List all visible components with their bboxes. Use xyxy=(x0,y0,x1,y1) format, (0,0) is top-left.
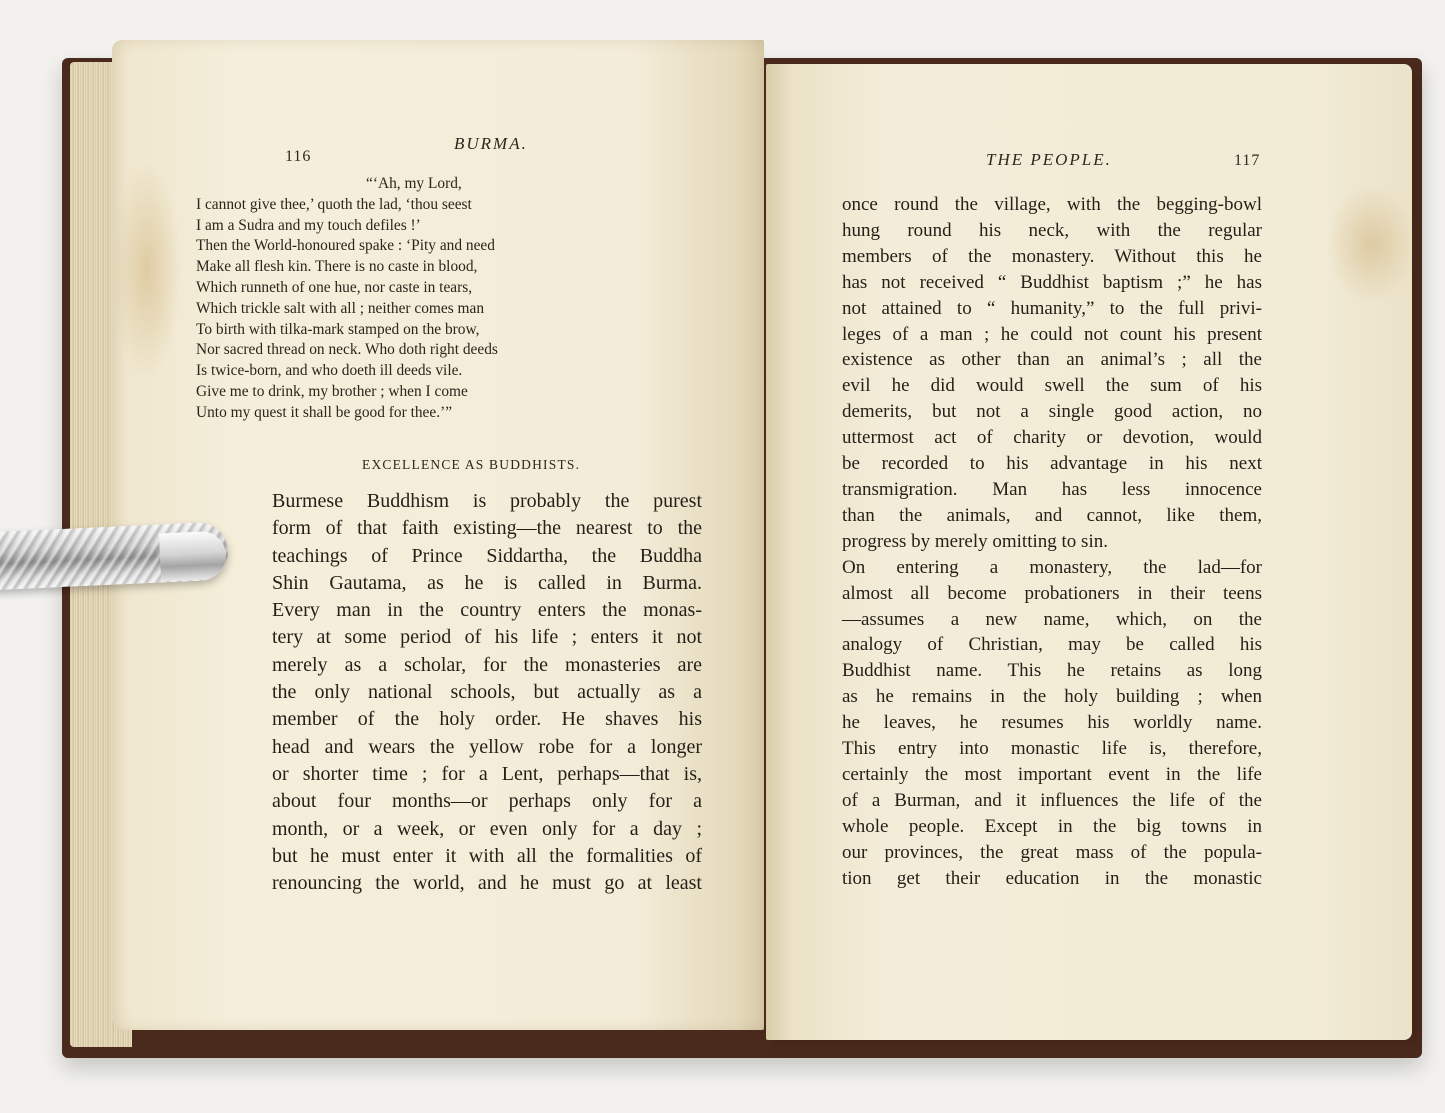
text-line: certainly the most important event in the life xyxy=(842,763,1262,785)
text-line: —assumes a new name, which, on the xyxy=(842,608,1262,630)
text-line: transmigration. Man has less innocence xyxy=(842,478,1262,500)
text-line: tery at some period of his life ; enters it not xyxy=(272,626,702,649)
poem-block xyxy=(196,174,696,424)
text-line: month, or a week, or even only for a day ; xyxy=(272,817,702,840)
poem-line: Then the World-honoured spake : ‘Pity and need xyxy=(196,237,495,255)
text-line: On entering a monastery, the lad—for xyxy=(842,556,1262,578)
text-line: Buddhist name. This he retains as long xyxy=(842,660,1262,682)
text-line: has not received “ Buddhist baptism ;” he has xyxy=(842,271,1262,293)
text-line: evil he did would swell the sum of his xyxy=(842,375,1262,397)
text-line: head and wears the yellow robe for a longer xyxy=(272,735,702,758)
text-line: form of that faith existing—the nearest to the xyxy=(272,517,702,540)
text-line: renouncing the world, and he must go at least xyxy=(272,872,702,895)
text-line: but he must enter it with all the formalities of xyxy=(272,844,702,867)
poem-line: Nor sacred thread on neck. Who doth right deeds xyxy=(196,341,498,359)
text-line: Every man in the country enters the monas- xyxy=(272,599,702,622)
page-stain xyxy=(1326,184,1416,304)
text-line: tion get their education in the monastic xyxy=(842,867,1262,889)
text-line: the only national schools, but actually as a xyxy=(272,681,702,704)
right-running-title: THE PEOPLE. xyxy=(986,150,1112,169)
text-line: than the animals, and cannot, like them, xyxy=(842,504,1262,526)
section-heading: EXCELLENCE AS BUDDHISTS. xyxy=(362,457,581,472)
text-line: of a Burman, and it influences the life of the xyxy=(842,789,1262,811)
text-line: hung round his neck, with the regular xyxy=(842,219,1262,241)
poem-line: Which trickle salt with all ; neither comes man xyxy=(196,299,485,317)
text-line: almost all become probationers in their teens xyxy=(842,582,1262,604)
text-line: analogy of Christian, may be called his xyxy=(842,634,1262,656)
text-line: progress by merely omitting to sin. xyxy=(842,530,1108,552)
page-stain xyxy=(112,160,182,380)
poem-line: I cannot give thee,’ quoth the lad, ‘thou seest xyxy=(196,195,472,213)
poem-line: To birth with tilka-mark stamped on the brow, xyxy=(196,320,480,338)
text-line: he leaves, he resumes his worldly name. xyxy=(842,712,1262,734)
right-page-number: 117 xyxy=(1234,152,1261,169)
text-line: once round the village, with the begging-bowl xyxy=(842,194,1262,215)
text-line: uttermost act of charity or devotion, would xyxy=(842,427,1262,449)
poem-line: Is twice-born, and who doeth ill deeds vile. xyxy=(196,362,463,380)
poem-line: Which runneth of one hue, nor caste in tears, xyxy=(196,278,473,296)
bookmark-tip xyxy=(159,531,227,582)
poem-line: Give me to drink, my brother ; when I come xyxy=(196,382,468,400)
poem-line: Make all flesh kin. There is no caste in blood, xyxy=(196,258,478,276)
poem-line: “‘Ah, my Lord, xyxy=(366,175,462,192)
text-line: as he remains in the holy building ; when xyxy=(842,686,1262,708)
text-line: members of the monastery. Without this he xyxy=(842,245,1262,267)
text-line: Burmese Buddhism is probably the purest xyxy=(272,490,702,512)
text-line: merely as a scholar, for the monasteries are xyxy=(272,653,702,676)
left-running-title: BURMA. xyxy=(454,134,528,153)
text-line: member of the holy order. He shaves his xyxy=(272,708,702,731)
text-line: This entry into monastic life is, therefore, xyxy=(842,738,1262,760)
text-line: our provinces, the great mass of the popula- xyxy=(842,841,1262,863)
text-line: be recorded to his advantage in his next xyxy=(842,453,1262,475)
text-line: Shin Gautama, as he is called in Burma. xyxy=(272,571,702,594)
text-line: demerits, but not a single good action, no xyxy=(842,401,1262,423)
poem-line: I am a Sudra and my touch defiles !’ xyxy=(196,216,421,234)
text-line: existence as other than an animal’s ; all the xyxy=(842,349,1262,371)
text-line: whole people. Except in the big towns in xyxy=(842,815,1262,837)
poem-line: Unto my quest it shall be good for thee.’” xyxy=(196,403,453,421)
text-line: about four months—or perhaps only for a xyxy=(272,790,702,813)
left-page-number: 116 xyxy=(285,148,312,165)
text-line: not attained to “ humanity,” to the full privi- xyxy=(842,297,1262,319)
text-line: teachings of Prince Siddartha, the Buddha xyxy=(272,544,702,567)
right-body-text xyxy=(842,192,1262,891)
text-line: or shorter time ; for a Lent, perhaps—that is, xyxy=(272,762,702,785)
left-body-text xyxy=(272,488,702,897)
text-line: leges of a man ; he could not count his present xyxy=(842,323,1262,345)
